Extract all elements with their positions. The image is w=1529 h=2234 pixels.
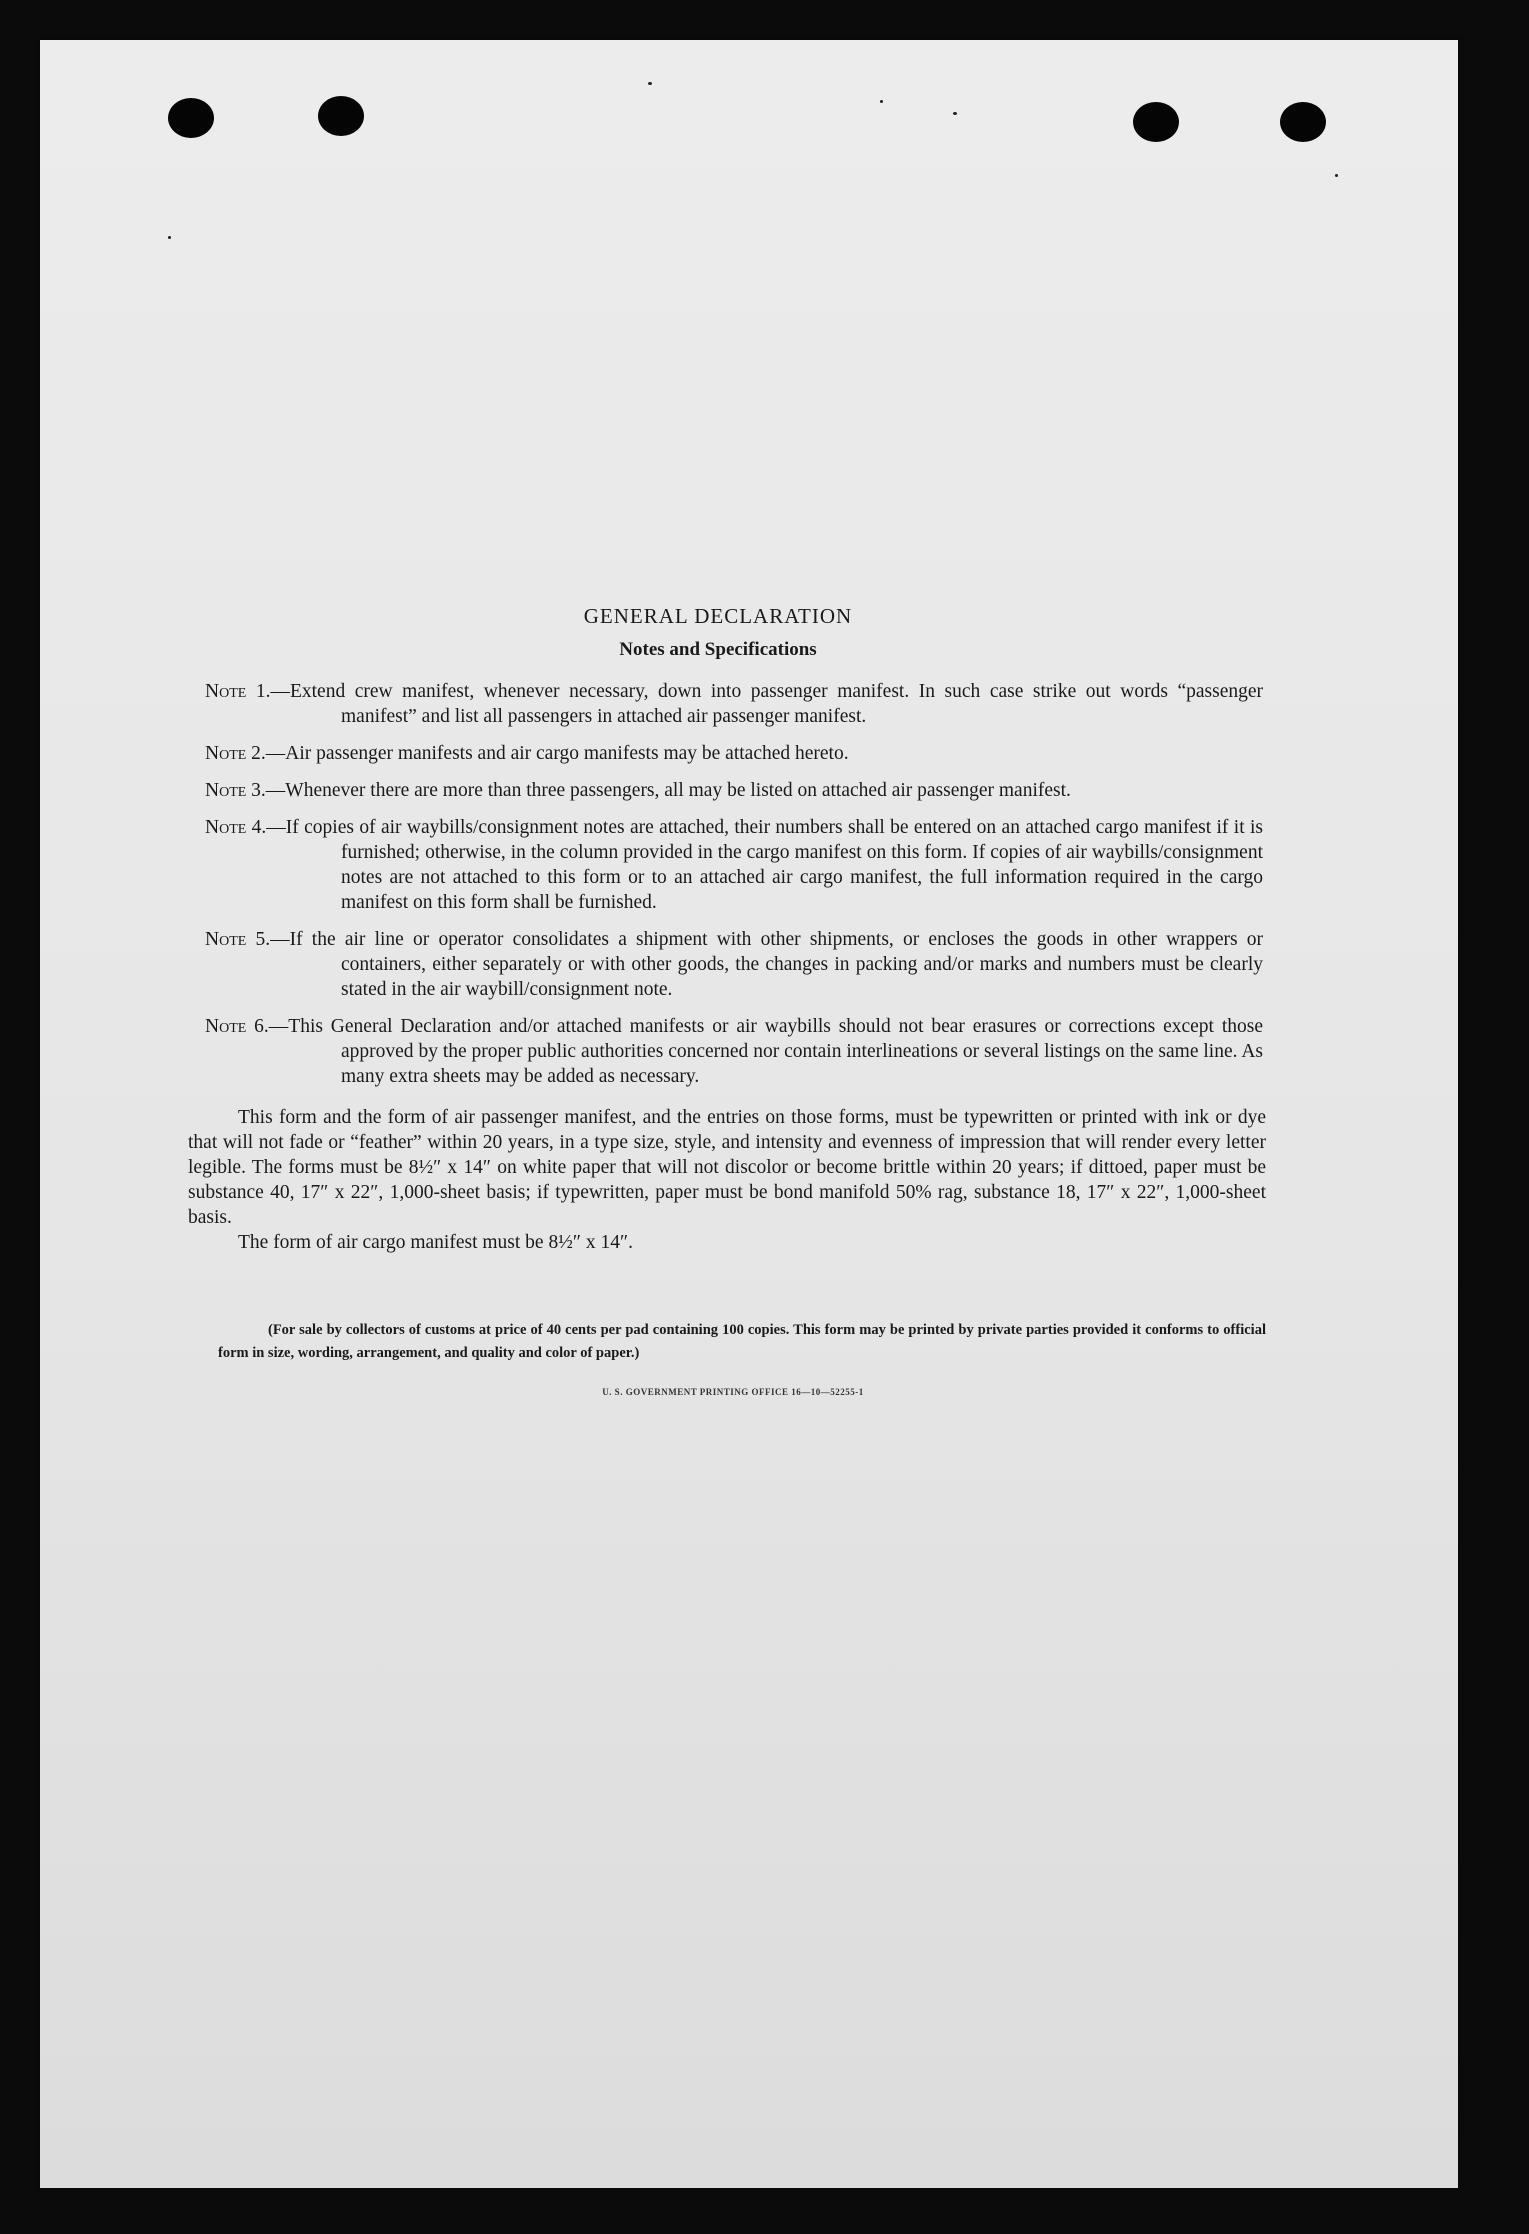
note-text: —Extend crew manifest, whenever necessary, down into passenger manifest. In such case strike out words “passenger manifest” and list all passengers in attached air passenger manifest. [270, 681, 1263, 727]
form-specification-paragraph: This form and the form of air passenger manifest, and the entries on those forms, must be typewritten or printed with ink or dye that will not fade or “feather” within 20 years, in a type size, style, and intensity and evenness of impression that will render every letter legible. The forms must be 8½″ x 14″ on white paper that will not discolor or become brittle within 20 years; if dittoed, paper must be substance 40, 17″ x 22″, 1,000-sheet basis; if typewritten, paper must be bond manifold 50% rag, substance 18, 17″ x 22″, 1,000-sheet basis. [188, 1107, 1266, 1228]
document-title: GENERAL DECLARATION [583, 604, 853, 628]
note-label: Note 3. [205, 780, 266, 801]
note-5 [205, 927, 1263, 1002]
printer-imprint: U. S. GOVERNMENT PRINTING OFFICE 16—10—52255-1 [602, 1387, 864, 1397]
note-text: —If the air line or operator consolidates a shipment with other shipments, or encloses the goods in other wrappers or containers, either separately or with other goods, the changes in packing and/or marks and numbers must be clearly stated in the air waybill/consignment note. [270, 929, 1264, 1000]
note-label: Note 2. [205, 743, 266, 764]
note-3 [205, 778, 1263, 803]
note-text: —Air passenger manifests and air cargo manifests may be attached hereto. [265, 743, 849, 764]
note-1 [205, 679, 1263, 729]
declaration-content [168, 604, 1268, 1397]
cargo-manifest-size-paragraph: The form of air cargo manifest must be 8½″ x 14″. [238, 1232, 633, 1253]
note-label: Note 5. [205, 929, 271, 950]
punch-hole [318, 96, 364, 136]
paper-speck [648, 82, 652, 85]
note-label: Note 1. [205, 681, 271, 702]
punch-hole [1280, 102, 1326, 142]
note-text: —If copies of air waybills/consignment notes are attached, their numbers shall be entered on an attached cargo manifest if it is furnished; otherwise, in the column provided in the cargo manifest on this form. If copies of air waybills/consignment notes are not attached to this form or to an attached air cargo manifest, the full information required in the cargo manifest on this form shall be furnished. [266, 817, 1263, 913]
paper-speck [880, 100, 883, 103]
punch-hole [1133, 102, 1179, 142]
paper-speck [168, 236, 171, 239]
paper-speck [953, 112, 957, 115]
note-6 [205, 1014, 1263, 1089]
note-label: Note 4. [205, 817, 267, 838]
note-4 [205, 815, 1263, 915]
paper-speck [1335, 174, 1338, 177]
note-label: Note 6. [205, 1016, 269, 1037]
note-text: —This General Declaration and/or attached manifests or air waybills should not bear erasures or corrections except those approved by the proper public authorities concerned nor contain interlineations or several listings on the same line. As many extra sheets may be added as necessary. [268, 1016, 1263, 1087]
note-2 [205, 741, 1263, 766]
document-subtitle: Notes and Specifications [619, 639, 817, 660]
sale-note: (For sale by collectors of customs at price of 40 cents per pad containing 100 copies. This form may be printed by private parties provided it conforms to official form in size, wording, arrangement, and quality and color of paper.) [218, 1322, 1266, 1361]
notes-list [205, 679, 1263, 1089]
note-text: —Whenever there are more than three passengers, all may be listed on attached air passenger manifest. [265, 780, 1071, 801]
punch-hole [168, 98, 214, 138]
